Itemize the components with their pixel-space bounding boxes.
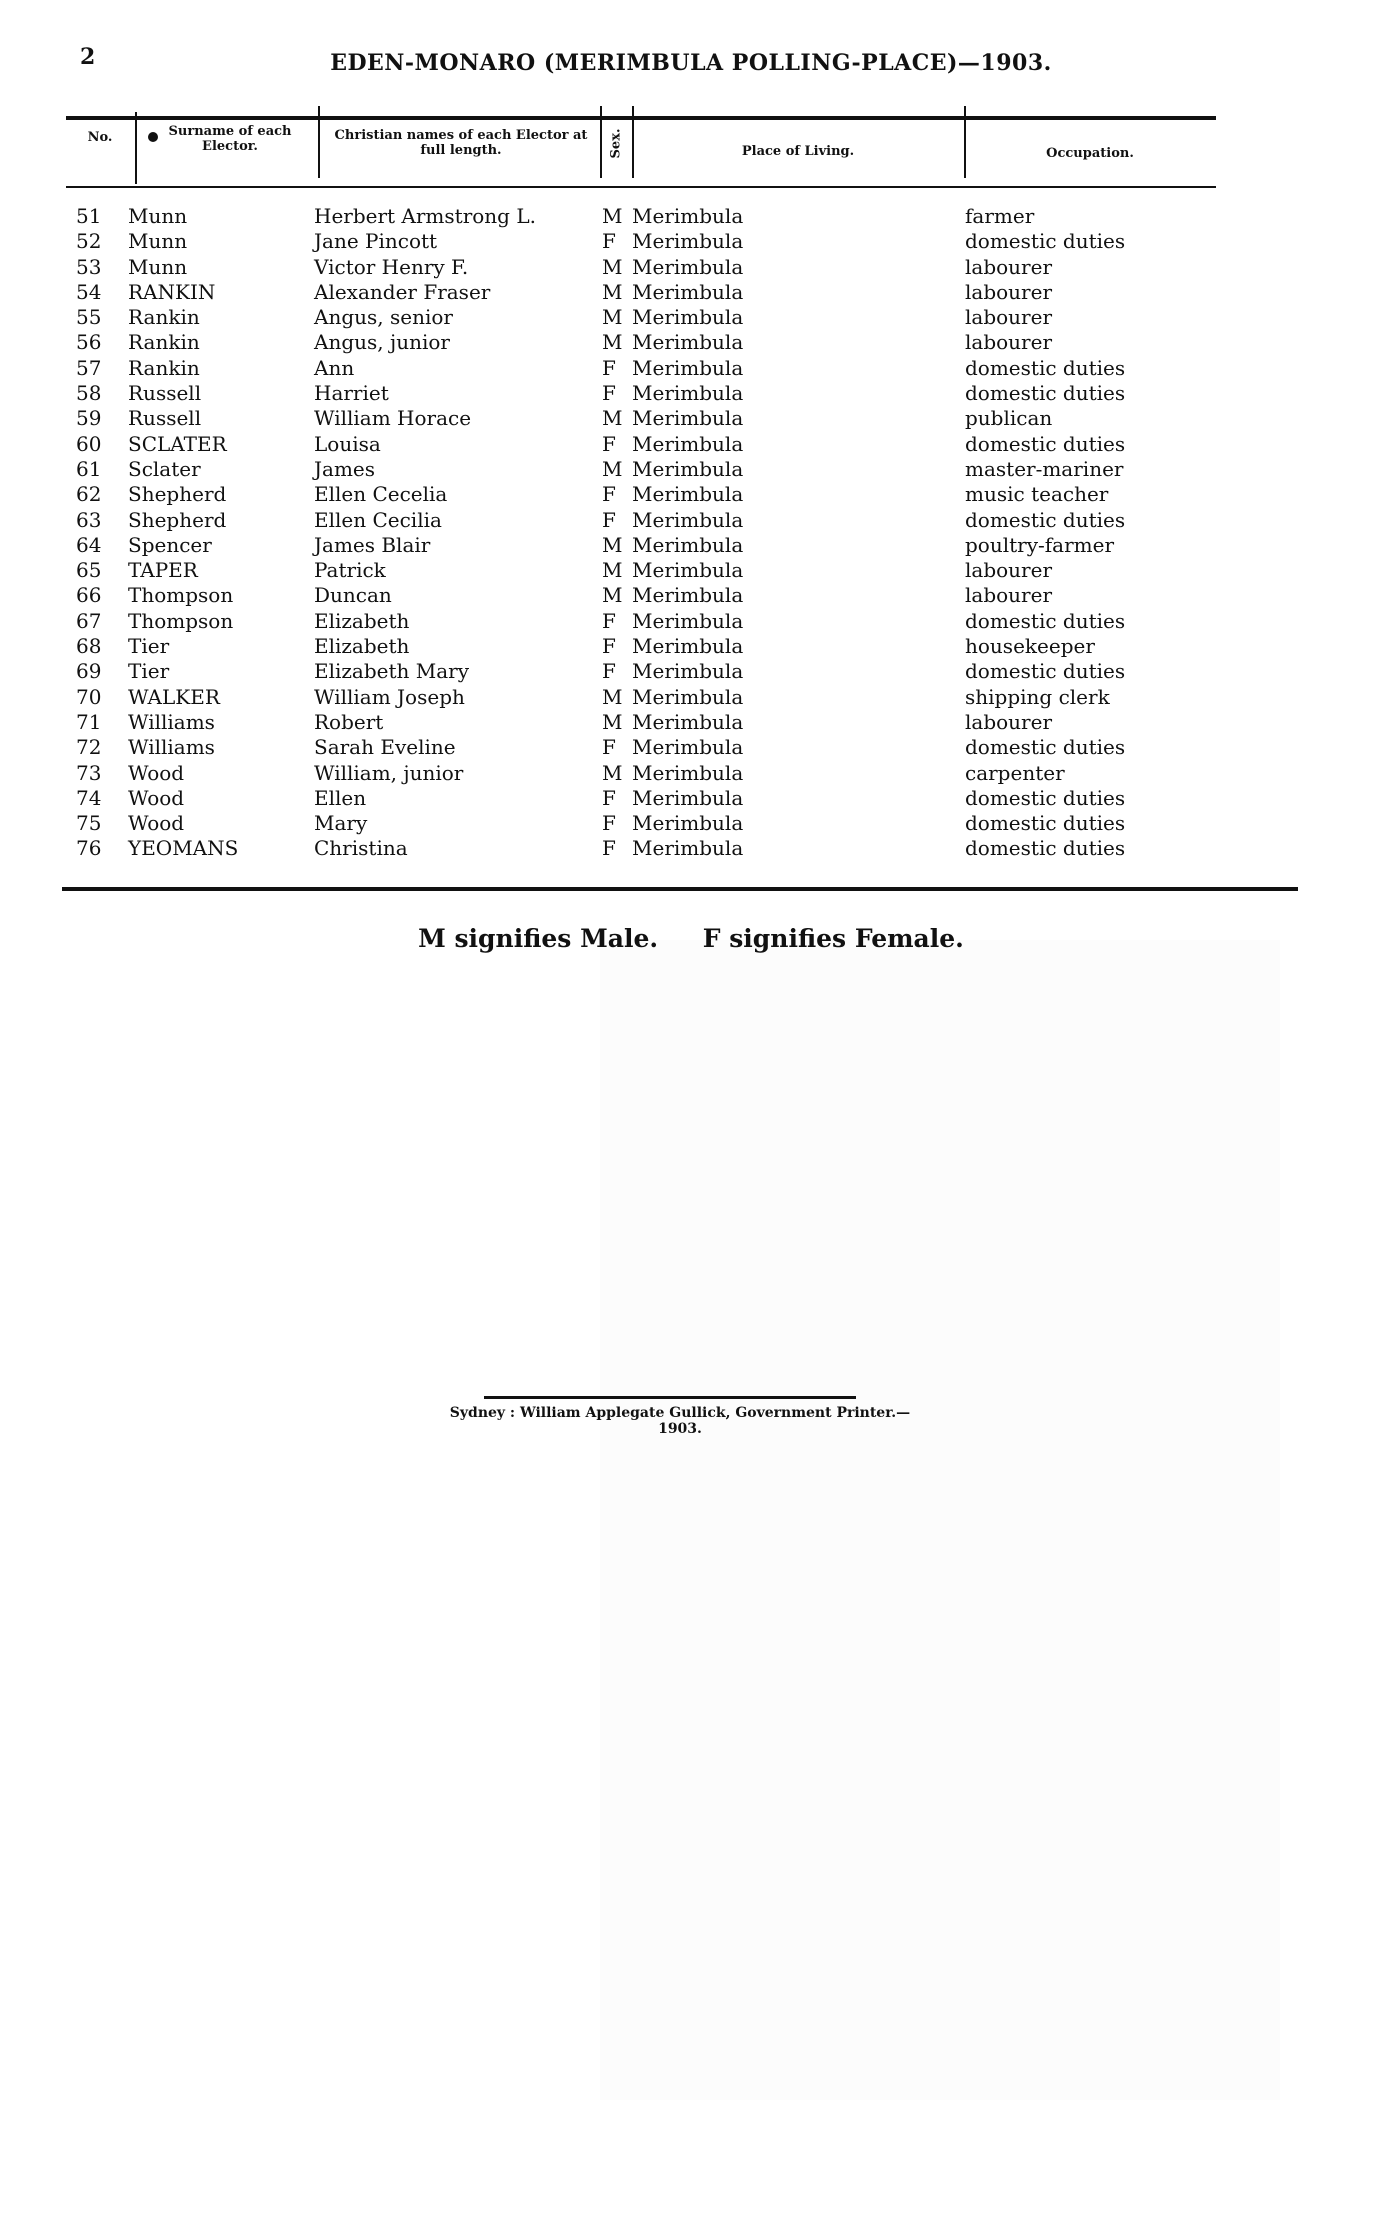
cell-no: 73 (76, 760, 102, 785)
cell-no: 54 (76, 279, 102, 304)
column-divider (135, 112, 137, 184)
cell-occupation: carpenter (965, 760, 1065, 785)
cell-place: Merimbula (632, 229, 744, 254)
cell-occupation: domestic duties (965, 659, 1126, 684)
cell-no: 71 (76, 709, 102, 734)
cell-place: Merimbula (632, 735, 744, 760)
cell-sex: F (602, 608, 616, 633)
cell-sex: F (602, 634, 616, 659)
cell-christian: Patrick (314, 558, 386, 583)
cell-occupation: publican (965, 406, 1053, 431)
cell-surname: RANKIN (128, 279, 216, 304)
cell-place: Merimbula (632, 507, 744, 532)
cell-surname: Williams (128, 709, 215, 734)
cell-christian: Ann (314, 355, 355, 380)
cell-no: 72 (76, 735, 102, 760)
cell-no: 63 (76, 507, 102, 532)
cell-christian: Victor Henry F. (314, 254, 469, 279)
cell-no: 76 (76, 836, 102, 861)
cell-christian: Elizabeth (314, 634, 410, 659)
cell-no: 55 (76, 305, 102, 330)
cell-place: Merimbula (632, 836, 744, 861)
cell-occupation: labourer (965, 709, 1053, 734)
cell-place: Merimbula (632, 634, 744, 659)
cell-surname: Munn (128, 229, 188, 254)
cell-surname: Wood (128, 811, 185, 836)
table-row (0, 508, 1382, 533)
cell-sex: M (602, 709, 623, 734)
cell-surname: Thompson (128, 608, 234, 633)
cell-no: 62 (76, 482, 102, 507)
header-surname: Surname of each Elector. (168, 124, 292, 154)
cell-no: 74 (76, 785, 102, 810)
cell-occupation: domestic duties (965, 229, 1126, 254)
cell-christian: Mary (314, 811, 368, 836)
cell-occupation: labourer (965, 583, 1053, 608)
cell-sex: M (602, 558, 623, 583)
cell-christian: Harriet (314, 381, 389, 406)
header-top-rule (66, 116, 1216, 120)
cell-christian: Herbert Armstrong L. (314, 204, 536, 228)
cell-christian: Sarah Eveline (314, 735, 456, 760)
cell-occupation: domestic duties (965, 811, 1126, 836)
cell-sex: M (602, 456, 623, 481)
cell-surname: Thompson (128, 583, 234, 608)
table-row (0, 381, 1382, 406)
cell-christian: Ellen Cecelia (314, 482, 448, 507)
imprint-rule (484, 1396, 856, 1399)
cell-no: 60 (76, 431, 102, 456)
cell-no: 61 (76, 456, 102, 481)
cell-sex: M (602, 254, 623, 279)
cell-no: 67 (76, 608, 102, 633)
cell-christian: Ellen (314, 785, 367, 810)
cell-christian: Angus, senior (314, 305, 453, 330)
cell-surname: Russell (128, 381, 202, 406)
cell-occupation: labourer (965, 330, 1053, 355)
cell-christian: William Joseph (314, 684, 465, 709)
header-sex: Sex. (608, 128, 624, 159)
cell-no: 69 (76, 659, 102, 684)
table-row (0, 836, 1382, 861)
table-row (0, 710, 1382, 735)
elector-table-body (0, 204, 1382, 862)
cell-no: 66 (76, 583, 102, 608)
cell-surname: Williams (128, 735, 215, 760)
table-row (0, 204, 1382, 229)
cell-christian: Ellen Cecilia (314, 507, 442, 532)
table-row (0, 786, 1382, 811)
cell-occupation: domestic duties (965, 381, 1126, 406)
legend-male: M signifies Male. (418, 924, 659, 953)
cell-surname: Tier (128, 659, 170, 684)
table-bottom-rule (62, 887, 1298, 891)
cell-christian: Alexander Fraser (314, 279, 491, 304)
cell-surname: Tier (128, 634, 170, 659)
cell-christian: Jane Pincott (314, 229, 438, 254)
cell-surname: TAPER (128, 558, 198, 583)
cell-christian: Christina (314, 836, 408, 861)
cell-occupation: housekeeper (965, 634, 1095, 659)
cell-sex: F (602, 735, 616, 760)
cell-surname: Sclater (128, 456, 201, 481)
cell-sex: F (602, 381, 616, 406)
table-row (0, 229, 1382, 254)
cell-occupation: shipping clerk (965, 684, 1110, 709)
table-row (0, 761, 1382, 786)
cell-place: Merimbula (632, 406, 744, 431)
cell-place: Merimbula (632, 431, 744, 456)
cell-place: Merimbula (632, 583, 744, 608)
cell-christian: Duncan (314, 583, 392, 608)
cell-surname: Russell (128, 406, 202, 431)
column-divider (600, 106, 602, 178)
cell-no: 70 (76, 684, 102, 709)
cell-place: Merimbula (632, 558, 744, 583)
cell-surname: SCLATER (128, 431, 227, 456)
table-row (0, 533, 1382, 558)
header-bottom-rule (66, 186, 1216, 188)
cell-occupation: domestic duties (965, 431, 1126, 456)
cell-place: Merimbula (632, 760, 744, 785)
cell-surname: Rankin (128, 330, 200, 355)
cell-no: 75 (76, 811, 102, 836)
table-row (0, 255, 1382, 280)
cell-sex: M (602, 684, 623, 709)
cell-sex: F (602, 836, 616, 861)
cell-occupation: music teacher (965, 482, 1109, 507)
table-row (0, 811, 1382, 836)
cell-place: Merimbula (632, 684, 744, 709)
cell-no: 59 (76, 406, 102, 431)
cell-occupation: domestic duties (965, 735, 1126, 760)
cell-occupation: master-mariner (965, 456, 1124, 481)
cell-surname: Munn (128, 254, 188, 279)
cell-place: Merimbula (632, 279, 744, 304)
table-row (0, 457, 1382, 482)
table-row (0, 356, 1382, 381)
cell-place: Merimbula (632, 785, 744, 810)
cell-no: 64 (76, 532, 102, 557)
table-row (0, 583, 1382, 608)
cell-no: 51 (76, 204, 102, 228)
table-row (0, 659, 1382, 684)
bullet-icon (148, 132, 158, 142)
column-divider (632, 106, 634, 178)
cell-sex: M (602, 204, 623, 228)
cell-sex: F (602, 355, 616, 380)
cell-occupation: poultry-farmer (965, 532, 1115, 557)
page-title: EDEN-MONARO (MERIMBULA POLLING-PLACE)—1903. (330, 50, 1052, 76)
table-row (0, 685, 1382, 710)
cell-surname: Wood (128, 760, 185, 785)
cell-christian: Elizabeth Mary (314, 659, 470, 684)
cell-place: Merimbula (632, 709, 744, 734)
table-row (0, 406, 1382, 431)
cell-sex: F (602, 785, 616, 810)
table-row (0, 330, 1382, 355)
cell-place: Merimbula (632, 532, 744, 557)
table-row (0, 634, 1382, 659)
cell-no: 53 (76, 254, 102, 279)
cell-sex: M (602, 583, 623, 608)
cell-occupation: domestic duties (965, 355, 1126, 380)
table-row (0, 305, 1382, 330)
cell-place: Merimbula (632, 204, 744, 228)
table-row (0, 558, 1382, 583)
cell-place: Merimbula (632, 811, 744, 836)
cell-place: Merimbula (632, 456, 744, 481)
header-place-of-living: Place of Living. (741, 144, 855, 159)
header-occupation: Occupation. (1046, 146, 1134, 161)
cell-surname: Shepherd (128, 507, 227, 532)
table-row (0, 432, 1382, 457)
cell-sex: M (602, 305, 623, 330)
cell-no: 56 (76, 330, 102, 355)
cell-christian: Angus, junior (314, 330, 450, 355)
cell-no: 52 (76, 229, 102, 254)
cell-christian: William Horace (314, 406, 472, 431)
cell-sex: F (602, 659, 616, 684)
cell-surname: Munn (128, 204, 188, 228)
cell-no: 57 (76, 355, 102, 380)
cell-sex: M (602, 760, 623, 785)
cell-occupation: domestic duties (965, 507, 1126, 532)
bleed-through-shadow (600, 940, 1280, 2100)
header-christian-names: Christian names of each Elector at full length. (334, 128, 588, 158)
cell-occupation: labourer (965, 305, 1053, 330)
cell-surname: Rankin (128, 305, 200, 330)
cell-place: Merimbula (632, 254, 744, 279)
cell-christian: Louisa (314, 431, 381, 456)
cell-place: Merimbula (632, 330, 744, 355)
cell-christian: Elizabeth (314, 608, 410, 633)
cell-sex: F (602, 229, 616, 254)
cell-surname: Shepherd (128, 482, 227, 507)
cell-occupation: labourer (965, 254, 1053, 279)
cell-occupation: domestic duties (965, 836, 1126, 861)
table-row (0, 735, 1382, 760)
cell-occupation: labourer (965, 279, 1053, 304)
cell-sex: F (602, 811, 616, 836)
cell-sex: M (602, 330, 623, 355)
cell-sex: F (602, 507, 616, 532)
cell-surname: YEOMANS (128, 836, 239, 861)
table-row (0, 609, 1382, 634)
header-no: No. (87, 130, 113, 145)
cell-occupation: domestic duties (965, 785, 1126, 810)
cell-sex: M (602, 279, 623, 304)
cell-place: Merimbula (632, 355, 744, 380)
cell-surname: Spencer (128, 532, 212, 557)
column-divider (318, 106, 320, 178)
cell-place: Merimbula (632, 381, 744, 406)
cell-place: Merimbula (632, 305, 744, 330)
cell-surname: Rankin (128, 355, 200, 380)
cell-no: 68 (76, 634, 102, 659)
cell-surname: WALKER (128, 684, 220, 709)
column-divider (964, 106, 966, 178)
cell-place: Merimbula (632, 482, 744, 507)
cell-sex: F (602, 482, 616, 507)
cell-christian: James Blair (314, 532, 431, 557)
cell-no: 65 (76, 558, 102, 583)
page-number: 2 (80, 44, 96, 70)
cell-place: Merimbula (632, 659, 744, 684)
cell-occupation: farmer (965, 204, 1035, 228)
cell-sex: F (602, 431, 616, 456)
cell-christian: William, junior (314, 760, 464, 785)
sex-legend (0, 924, 1382, 953)
table-row (0, 482, 1382, 507)
cell-surname: Wood (128, 785, 185, 810)
cell-christian: James (314, 456, 376, 481)
table-row (0, 280, 1382, 305)
cell-place: Merimbula (632, 608, 744, 633)
legend-female: F signifies Female. (702, 924, 964, 953)
cell-occupation: labourer (965, 558, 1053, 583)
cell-sex: M (602, 532, 623, 557)
cell-sex: M (602, 406, 623, 431)
printer-imprint: Sydney : William Applegate Gullick, Government Printer.—1903. (449, 1405, 911, 1437)
cell-christian: Robert (314, 709, 384, 734)
cell-no: 58 (76, 381, 102, 406)
cell-occupation: domestic duties (965, 608, 1126, 633)
